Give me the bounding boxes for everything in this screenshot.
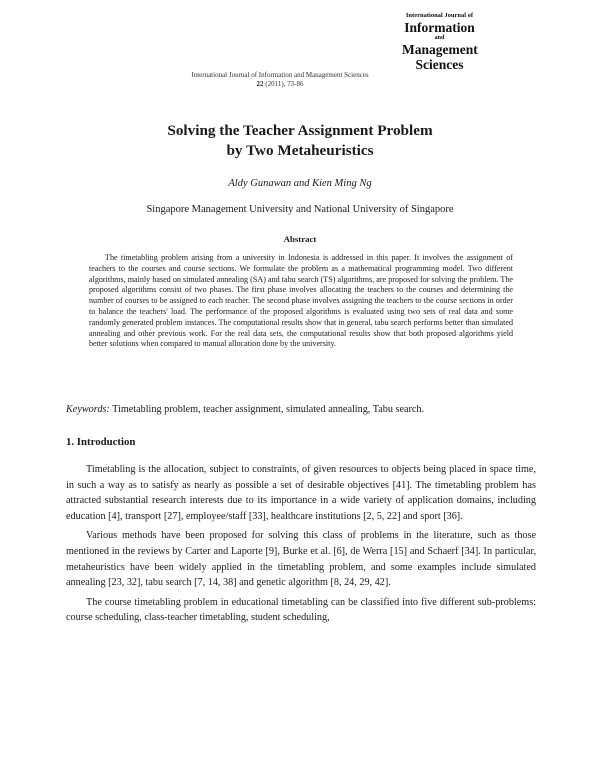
paragraph: The course timetabling problem in educational timetabling can be classified into five different sub-problems: course scheduling, class-teacher timetabling, student scheduling, — [66, 596, 536, 624]
title-line-2: by Two Metaheuristics — [226, 142, 374, 159]
abstract-heading: Abstract — [283, 234, 317, 244]
volume-info — [160, 80, 400, 89]
paper-affiliation: Singapore Management University and National University of Singapore — [146, 204, 454, 215]
abstract-text: The timetabling problem arising from a university in Indonesia is addressed in this paper. It involves the assignment of teachers to the courses and course sections. We formulate the problem as a mathematical programming model. Two different algorithms, mainly based on simulated annealing (SA) and tabu search (TS) algorithms, are proposed for solving the problem. The proposed algorithms consist of two phases. The first phase involves allocating the teachers to the courses and determining the number of courses to be assigned to each teacher. The second phase involves assigning the teachers to the course sections in order to balance the teachers' load. The performance of the proposed algorithms is evaluated using two sets of real data and some randomly generated problem instances. The computational results show that in general, tabu search performs better than simulated annealing and other previous work. For the real data sets, the computational results show that both proposed algorithms yield better solutions when compared to manual allocation done by the university. — [89, 253, 513, 349]
logo-line-5: Sciences — [415, 57, 464, 72]
issue-pages: (2011), 73-86 — [265, 80, 304, 88]
body-text — [66, 462, 536, 630]
logo-line-1: International Journal of — [405, 12, 474, 19]
paper-title — [0, 121, 600, 161]
keywords — [66, 404, 536, 415]
journal-name: International Journal of Information and Management Sciences — [191, 71, 369, 79]
keywords-text: Timetabling problem, teacher assignment, simulated annealing, Tabu search. — [112, 404, 425, 415]
section-heading: 1. Introduction — [66, 436, 136, 448]
volume-number: 22 — [256, 80, 264, 88]
paragraph: Various methods have been proposed for solving this class of problems in the literature, such as those mentioned in the reviews by Carter and Laporte [9], Burke et al. [6], de Werra [15] and Schaerf [34]. In particular, metaheuristics have been widely applied in the timetabling problem, and some examples include simulated annealing [23, 32], tabu search [7, 14, 38] and genetic algorithm [8, 24, 29, 42]. — [66, 530, 536, 589]
keywords-label: Keywords: — [66, 404, 110, 415]
logo-line-3: and — [434, 35, 445, 41]
paragraph: Timetabling is the allocation, subject to constraints, of given resources to objects being placed in space time, in such a way as to satisfy as nearly as possible a set of desirable objectives [41]. The timetabling problem has attracted substantial research interests due to its importance in a wide variety of application domains, including education [4], transport [27], employee/staff [33], healthcare institutions [2, 5, 22] and sport [36]. — [66, 464, 536, 522]
journal-header — [160, 71, 400, 89]
logo-line-2: Information — [404, 20, 475, 35]
logo-line-4: Management — [402, 42, 478, 57]
paper-authors: Aldy Gunawan and Kien Ming Ng — [228, 178, 372, 189]
title-line-1: Solving the Teacher Assignment Problem — [167, 122, 433, 139]
journal-logo — [402, 12, 477, 72]
